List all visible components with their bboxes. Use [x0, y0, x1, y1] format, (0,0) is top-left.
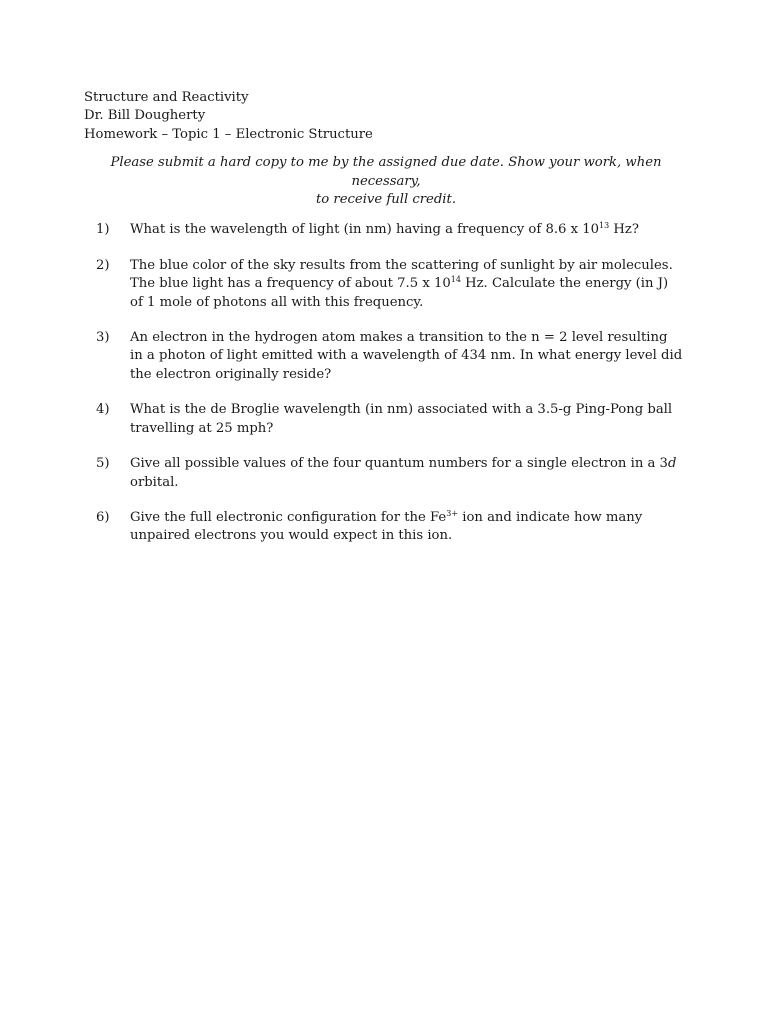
question-number: 6) — [96, 509, 110, 525]
instructions-line-1: Please submit a hard copy to me by the assigned due date. Show your work, when necessary, — [110, 155, 662, 189]
instructions-line-2: to receive full credit. — [315, 192, 457, 208]
instructor-name: Dr. Bill Dougherty — [84, 108, 206, 124]
question-text-part: What is the wavelength of light (in nm) having a frequency of 8.6 x 10 — [130, 222, 600, 238]
exponent: 14 — [450, 275, 461, 285]
question-item — [84, 509, 688, 546]
question-text-part: orbital. — [130, 474, 179, 490]
question-text — [130, 509, 688, 546]
question-number: 1) — [96, 222, 110, 238]
question-text-part: Hz. Calculate the energy (in J) of 1 mole of photons all with this frequency. — [130, 276, 669, 310]
question-text-part: The blue color of the sky results from the scattering of sunlight by air molecules. The blue light has a frequency of about 7.5 x 10 — [130, 257, 673, 292]
course-title: Structure and Reactivity — [84, 90, 249, 105]
question-text — [130, 455, 688, 492]
question-text-part: Hz? — [609, 222, 639, 238]
question-text — [130, 221, 688, 239]
exponent: 13 — [599, 221, 610, 231]
question-item — [84, 257, 688, 312]
question-list — [84, 221, 688, 545]
question-number: 2) — [96, 257, 110, 273]
question-text: An electron in the hydrogen atom makes a transition to the n = 2 level resulting in a photon of light emitted with a wavelength of 434 nm. In what energy level did the electron originally reside? — [130, 330, 683, 382]
question-text-part: Give all possible values of the four quantum numbers for a single electron in a 3 — [130, 456, 668, 472]
question-text — [130, 257, 688, 312]
submission-instructions — [84, 154, 688, 209]
ion-charge: 3+ — [446, 508, 459, 518]
question-number: 4) — [96, 402, 110, 418]
question-number: 3) — [96, 330, 110, 346]
question-number: 5) — [96, 456, 110, 472]
document-header — [84, 89, 688, 144]
question-item — [84, 329, 688, 384]
question-text: What is the de Broglie wavelength (in nm) associated with a 3.5-g Ping-Pong ball travelling at 25 mph? — [130, 402, 673, 436]
assignment-title: Homework – Topic 1 – Electronic Structure — [84, 126, 373, 142]
question-text-part: Give the full electronic configuration for the Fe — [130, 509, 447, 525]
orbital-letter: d — [667, 456, 677, 472]
question-item — [84, 401, 688, 438]
question-item — [84, 221, 688, 239]
question-text-part: ion and indicate how many unpaired electrons you would expect in this ion. — [130, 509, 643, 544]
question-item — [84, 455, 688, 492]
